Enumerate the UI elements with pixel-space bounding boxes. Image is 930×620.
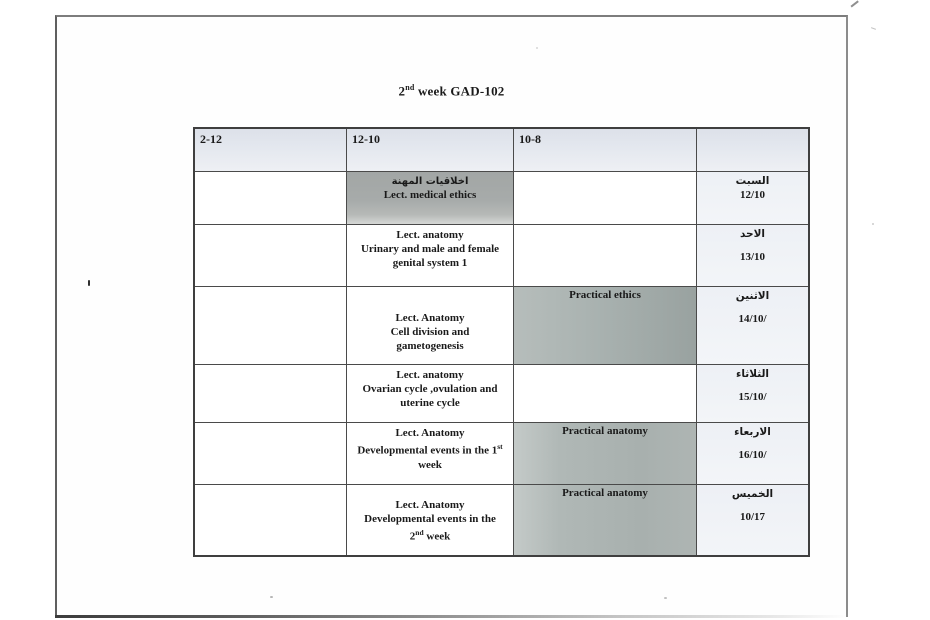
lecture-line: 2nd week <box>409 528 451 543</box>
lecture-line: Developmental events in the <box>364 513 496 525</box>
lecture-cell-mon-12-10 <box>347 287 514 365</box>
day-cell-monday <box>697 287 808 365</box>
scan-artifact <box>872 223 874 225</box>
scan-artifact-corner-tick <box>850 0 858 7</box>
lecture-line: Lect. Anatomy <box>395 427 465 439</box>
empty-cell-sun-2-12 <box>195 225 347 287</box>
day-name-arabic: الاحد <box>739 228 766 240</box>
day-name-arabic: الاثنين <box>735 290 770 302</box>
lecture-line: Lect. Anatomy <box>395 499 465 511</box>
lecture-cell-thu-12-10 <box>347 485 514 555</box>
practical-label: Practical anatomy <box>562 425 648 437</box>
lecture-line: Lect. medical ethics <box>383 189 477 201</box>
scan-artifact-ink-speck <box>88 280 90 286</box>
title-number: 2 <box>398 83 406 99</box>
lecture-line: Ovarian cycle ,ovulation and <box>362 383 498 395</box>
scan-artifact <box>664 597 667 599</box>
day-date: 16/10/ <box>738 449 767 461</box>
document-title <box>57 83 846 99</box>
scan-artifact <box>536 47 538 49</box>
empty-cell-mon-2-12 <box>195 287 347 365</box>
day-date: 10/17 <box>739 511 766 523</box>
title-ordinal: nd <box>405 83 415 92</box>
empty-cell-tue-10-8 <box>514 365 697 423</box>
day-date: 12/10 <box>739 189 766 201</box>
day-name-arabic: السبت <box>735 175 770 187</box>
day-name-arabic: الاربعاء <box>734 426 771 438</box>
day-cell-wednesday <box>697 423 808 485</box>
day-cell-thursday <box>697 485 808 555</box>
lecture-line: uterine cycle <box>400 397 460 409</box>
lecture-line: Urinary and male and female <box>360 243 500 255</box>
empty-cell-tue-2-12 <box>195 365 347 423</box>
empty-cell-sun-10-8 <box>514 225 697 287</box>
lecture-cell-sun-12-10 <box>347 225 514 287</box>
day-cell-sunday <box>697 225 808 287</box>
empty-cell-wed-2-12 <box>195 423 347 485</box>
day-name-arabic: الخميس <box>731 488 774 500</box>
empty-cell-thu-2-12 <box>195 485 347 555</box>
title-text: week GAD-102 <box>414 83 505 99</box>
day-cell-saturday <box>697 172 808 225</box>
empty-cell-sat-10-8 <box>514 172 697 225</box>
schedule-table <box>193 127 810 557</box>
practical-cell-thu-10-8 <box>514 485 697 555</box>
lecture-arabic-label: اخلاقيات المهنة <box>391 176 469 187</box>
ordinal-superscript: st <box>497 442 503 451</box>
lecture-line: Lect. anatomy <box>396 369 464 381</box>
lecture-line: Developmental events in the 1st <box>357 442 503 457</box>
lecture-line: Lect. anatomy <box>396 229 464 241</box>
practical-cell-mon-10-8 <box>514 287 697 365</box>
lecture-line: Cell division and <box>390 326 470 338</box>
lecture-line: genital system 1 <box>392 257 468 269</box>
day-cell-tuesday <box>697 365 808 423</box>
day-date: 15/10/ <box>738 391 767 403</box>
practical-cell-wed-10-8 <box>514 423 697 485</box>
time-header-10-8: 10-8 <box>514 129 697 172</box>
lecture-line: gametogenesis <box>396 340 464 352</box>
scanned-page <box>55 15 848 617</box>
lecture-line: Lect. Anatomy <box>395 312 465 324</box>
ordinal-superscript: nd <box>415 528 424 537</box>
lecture-cell-wed-12-10 <box>347 423 514 485</box>
scan-artifact <box>270 596 273 598</box>
time-header-12-10: 12-10 <box>347 129 514 172</box>
practical-label: Practical anatomy <box>562 487 648 499</box>
day-date: 13/10 <box>739 251 766 263</box>
lecture-cell-tue-12-10 <box>347 365 514 423</box>
scan-artifact <box>871 27 876 30</box>
empty-cell-sat-2-12 <box>195 172 347 225</box>
day-name-arabic: الثلاثاء <box>735 368 770 380</box>
lecture-cell-sat-12-10 <box>347 172 514 225</box>
lecture-line: week <box>418 458 442 471</box>
time-header-2-12: 2-12 <box>195 129 347 172</box>
practical-label: Practical ethics <box>569 289 641 301</box>
day-column-header <box>697 129 808 172</box>
day-date: 14/10/ <box>738 313 767 325</box>
